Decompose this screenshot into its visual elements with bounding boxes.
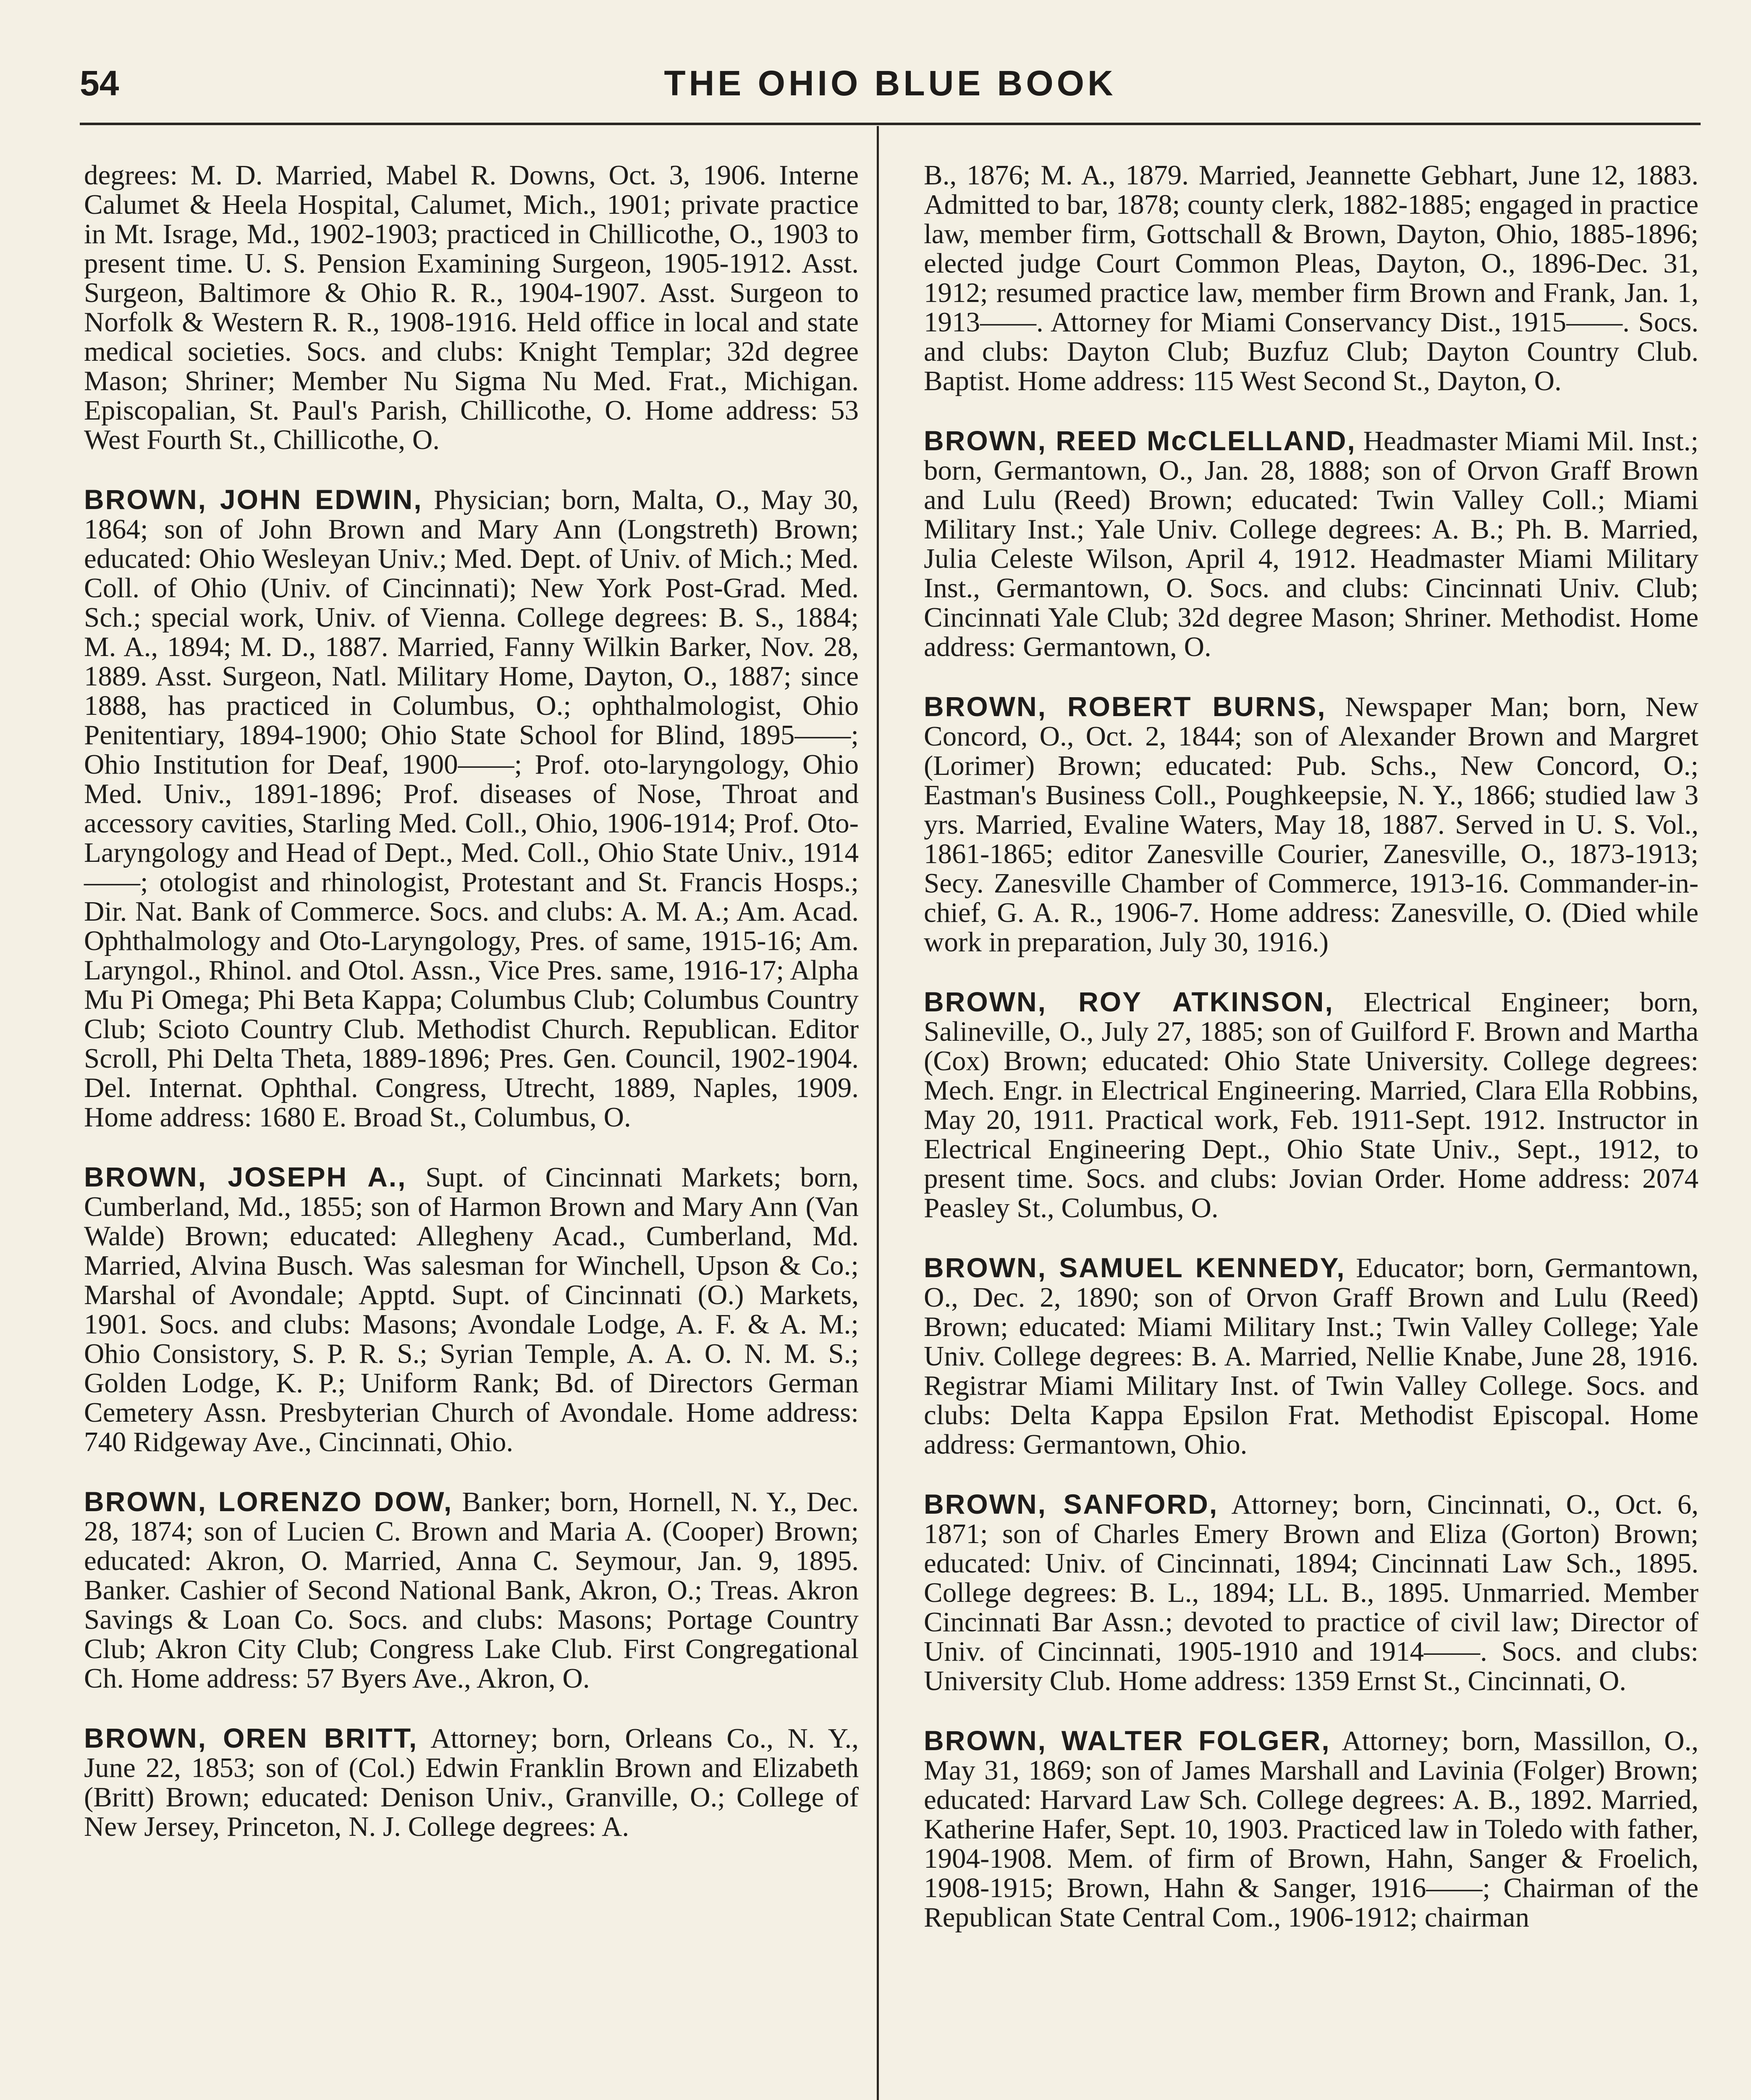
entry-text: Attorney; born, Massillon, O., May 31, 1869; son of James Marshall and Lavinia (Folger) Brown; educated: Harvard Law Sch. College degrees: A. B., 1892. Married, Katherine Hafer, Sept. 10, 1903. Practiced law in Toledo with father, 1904-1908. Mem. of firm of Brown, Hahn, Sanger & Froelich, 1908-1915; Brown, Hahn & Sanger, 1916——; Chairman of the Republican State Central Com., 1906-1912; chairman xyxy=(924,1725,1699,1933)
entry-text: Banker; born, Hornell, N. Y., Dec. 28, 1874; son of Lucien C. Brown and Maria A. (Cooper) Brown; educated: Akron, O. Married, Anna C. Seymour, Jan. 9, 1895. Banker. Cashier of Second National Bank, Akron, O.; Treas. Akron Savings & Loan Co. Socs. and clubs: Masons; Portage Country Club; Akron City Club; Congress Lake Club. First Congregational Ch. Home address: 57 Byers Ave., Akron, O. xyxy=(84,1486,859,1694)
biography-entry xyxy=(924,987,1699,1223)
entry-name: BROWN, JOHN EDWIN, xyxy=(84,484,423,515)
entry-name: BROWN, ROY ATKINSON, xyxy=(924,986,1334,1017)
header-rule xyxy=(80,123,1701,125)
page-header xyxy=(80,59,1701,122)
entry-name: BROWN, REED McCLELLAND, xyxy=(924,425,1356,456)
left-column xyxy=(84,160,859,1872)
entry-name: BROWN, JOSEPH A., xyxy=(84,1161,407,1192)
entry-name: BROWN, LORENZO DOW, xyxy=(84,1486,453,1517)
biography-entry xyxy=(924,426,1699,662)
biography-entry xyxy=(924,1489,1699,1696)
biography-entry xyxy=(924,692,1699,957)
entry-text: Attorney; born, Orleans Co., N. Y., June 22, 1853; son of (Col.) Edwin Franklin Brown and Elizabeth (Britt) Brown; educated: Denison Univ., Granville, O.; College of New Jersey, Princeton, N. J. College degrees: A. xyxy=(84,1723,859,1842)
biography-entry xyxy=(84,1162,859,1457)
entry-name: BROWN, OREN BRITT, xyxy=(84,1722,418,1754)
entry-text: Physician; born, Malta, O., May 30, 1864; son of John Brown and Mary Ann (Longstreth) Brown; educated: Ohio Wesleyan Univ.; Med. Dept. of Univ. of Mich.; Med. Coll. of Ohio (Univ. of Cincinnati); New York Post-Grad. Med. Sch.; special work, Univ. of Vienna. College degrees: B. S., 1884; M. A., 1894; M. D., 1887. Married, Fanny Wilkin Barker, Nov. 28, 1889. Asst. Surgeon, Natl. Military Home, Dayton, O., 1887; since 1888, has practiced in Columbus, O.; ophthalmologist, Ohio Penitentiary, 1894-1900; Ohio State School for Blind, 1895——; Ohio Institution for Deaf, 1900——; Prof. oto-laryngology, Ohio Med. Univ., 1891-1896; Prof. diseases of Nose, Throat and accessory cavities, Starling Med. Coll., Ohio, 1906-1914; Prof. Oto-Laryngology and Head of Dept., Med. Coll., Ohio State Univ., 1914——; otologist and rhinologist, Protestant and St. Francis Hosps.; Dir. Nat. Bank of Commerce. Socs. and clubs: A. M. A.; Am. Acad. Ophthalmology and Oto-Laryngology, Pres. of same, 1915-16; Am. Laryngol., Rhinol. and Otol. Assn., Vice Pres. same, 1916-17; Alpha Mu Pi Omega; Phi Beta Kappa; Columbus Club; Columbus Country Club; Scioto Country Club. Methodist Church. Republican. Editor Scroll, Phi Delta Theta, 1889-1896; Pres. Gen. Council, 1902-1904. Del. Internat. Ophthal. Congress, Utrecht, 1889, Naples, 1909. Home address: 1680 E. Broad St., Columbus, O. xyxy=(84,484,859,1133)
entry-name: BROWN, SANFORD, xyxy=(924,1488,1219,1520)
running-title: THE OHIO BLUE BOOK xyxy=(664,63,1117,103)
entry-name: BROWN, ROBERT BURNS, xyxy=(924,691,1326,722)
biography-entry xyxy=(84,1487,859,1693)
entry-text: Headmaster Miami Mil. Inst.; born, Germantown, O., Jan. 28, 1888; son of Orvon Graff Brown and Lulu (Reed) Brown; educated: Twin Valley Coll.; Miami Military Inst.; Yale Univ. College degrees: A. B.; Ph. B. Married, Julia Celeste Wilson, April 4, 1912. Headmaster Miami Military Inst., Germantown, O. Socs. and clubs: Cincinnati Univ. Club; Cincinnati Yale Club; 32d degree Mason; Shriner. Methodist. Home address: Germantown, O. xyxy=(924,425,1699,662)
entry-name: BROWN, SAMUEL KENNEDY, xyxy=(924,1252,1346,1283)
column-divider xyxy=(877,126,879,2100)
right-column xyxy=(924,160,1699,1962)
entry-text: Attorney; born, Cincinnati, O., Oct. 6, 1871; son of Charles Emery Brown and Eliza (Gorton) Brown; educated: Univ. of Cincinnati, 1894; Cincinnati Law Sch., 1895. College degrees: B. L., 1894; LL. B., 1895. Unmarried. Member Cincinnati Bar Assn.; devoted to practice of civil law; Director of Univ. of Cincinnati, 1905-1910 and 1914——. Socs. and clubs: University Club. Home address: 1359 Ernst St., Cincinnati, O. xyxy=(924,1489,1699,1696)
biography-entry xyxy=(84,1723,859,1841)
biography-entry xyxy=(924,1726,1699,1932)
entry-name: BROWN, WALTER FOLGER, xyxy=(924,1725,1331,1756)
page-number: 54 xyxy=(80,63,119,103)
biography-entry xyxy=(924,1253,1699,1459)
continued-entry-text: degrees: M. D. Married, Mabel R. Downs, Oct. 3, 1906. Interne Calumet & Heela Hospital, Calumet, Mich., 1901; private practice in Mt. Israge, Md., 1902-1903; practiced in Chillicothe, O., 1903 to present time. U. S. Pension Examining Surgeon, 1905-1912. Asst. Surgeon, Baltimore & Ohio R. R., 1904-1907. Asst. Surgeon to Norfolk & Western R. R., 1908-1916. Held office in local and state medical societies. Socs. and clubs: Knight Templar; 32d degree Mason; Shriner; Member Nu Sigma Nu Med. Frat., Michigan. Episcopalian, St. Paul's Parish, Chillicothe, O. Home address: 53 West Fourth St., Chillicothe, O. xyxy=(84,160,859,455)
entry-text: Supt. of Cincinnati Markets; born, Cumberland, Md., 1855; son of Harmon Brown and Mary Ann (Van Walde) Brown; educated: Allegheny Acad., Cumberland, Md. Married, Alvina Busch. Was salesman for Winchell, Upson & Co.; Marshal of Avondale; Apptd. Supt. of Cincinnati (O.) Markets, 1901. Socs. and clubs: Masons; Avondale Lodge, A. F. & A. M.; Ohio Consistory, S. P. R. S.; Syrian Temple, A. A. O. N. M. S.; Golden Lodge, K. P.; Uniform Rank; Bd. of Directors German Cemetery Assn. Presbyterian Church of Avondale. Home address: 740 Ridgeway Ave., Cincinnati, Ohio. xyxy=(84,1162,859,1457)
biography-entry xyxy=(84,485,859,1132)
entry-text: Electrical Engineer; born, Salineville, O., July 27, 1885; son of Guilford F. Brown and Martha (Cox) Brown; educated: Ohio State University. College degrees: Mech. Engr. in Electrical Engineering. Married, Clara Ella Robbins, May 20, 1911. Practical work, Feb. 1911-Sept. 1912. Instructor in Electrical Engineering Dept., Ohio State Univ., Sept., 1912, to present time. Socs. and clubs: Jovian Order. Home address: 2074 Peasley St., Columbus, O. xyxy=(924,987,1699,1223)
entry-text: Newspaper Man; born, New Concord, O., Oct. 2, 1844; son of Alexander Brown and Margret (Lorimer) Brown; educated: Pub. Schs., New Concord, O.; Eastman's Business Coll., Poughkeepsie, N. Y., 1866; studied law 3 yrs. Married, Evaline Waters, May 18, 1887. Served in U. S. Vol., 1861-1865; editor Zanesville Courier, Zanesville, O., 1873-1913; Secy. Zanesville Chamber of Commerce, 1913-16. Commander-in-chief, G. A. R., 1906-7. Home address: Zanesville, O. (Died while work in preparation, July 30, 1916.) xyxy=(924,691,1699,958)
entry-text: Educator; born, Germantown, O., Dec. 2, 1890; son of Orvon Graff Brown and Lulu (Reed) Brown; educated: Miami Military Inst.; Twin Valley College; Yale Univ. College degrees: B. A. Married, Nellie Knabe, June 28, 1916. Registrar Miami Military Inst. of Twin Valley College. Socs. and clubs: Delta Kappa Epsilon Frat. Methodist Episcopal. Home address: Germantown, Ohio. xyxy=(924,1252,1699,1460)
continued-entry-text: B., 1876; M. A., 1879. Married, Jeannette Gebhart, June 12, 1883. Admitted to bar, 1878; county clerk, 1882-1885; engaged in practice law, member firm, Gottschall & Brown, Dayton, Ohio, 1885-1896; elected judge Court Common Pleas, Dayton, O., 1896-Dec. 31, 1912; resumed practice law, member firm Brown and Frank, Jan. 1, 1913——. Attorney for Miami Conservancy Dist., 1915——. Socs. and clubs: Dayton Club; Buzfuz Club; Dayton Country Club. Baptist. Home address: 115 West Second St., Dayton, O. xyxy=(924,160,1699,396)
